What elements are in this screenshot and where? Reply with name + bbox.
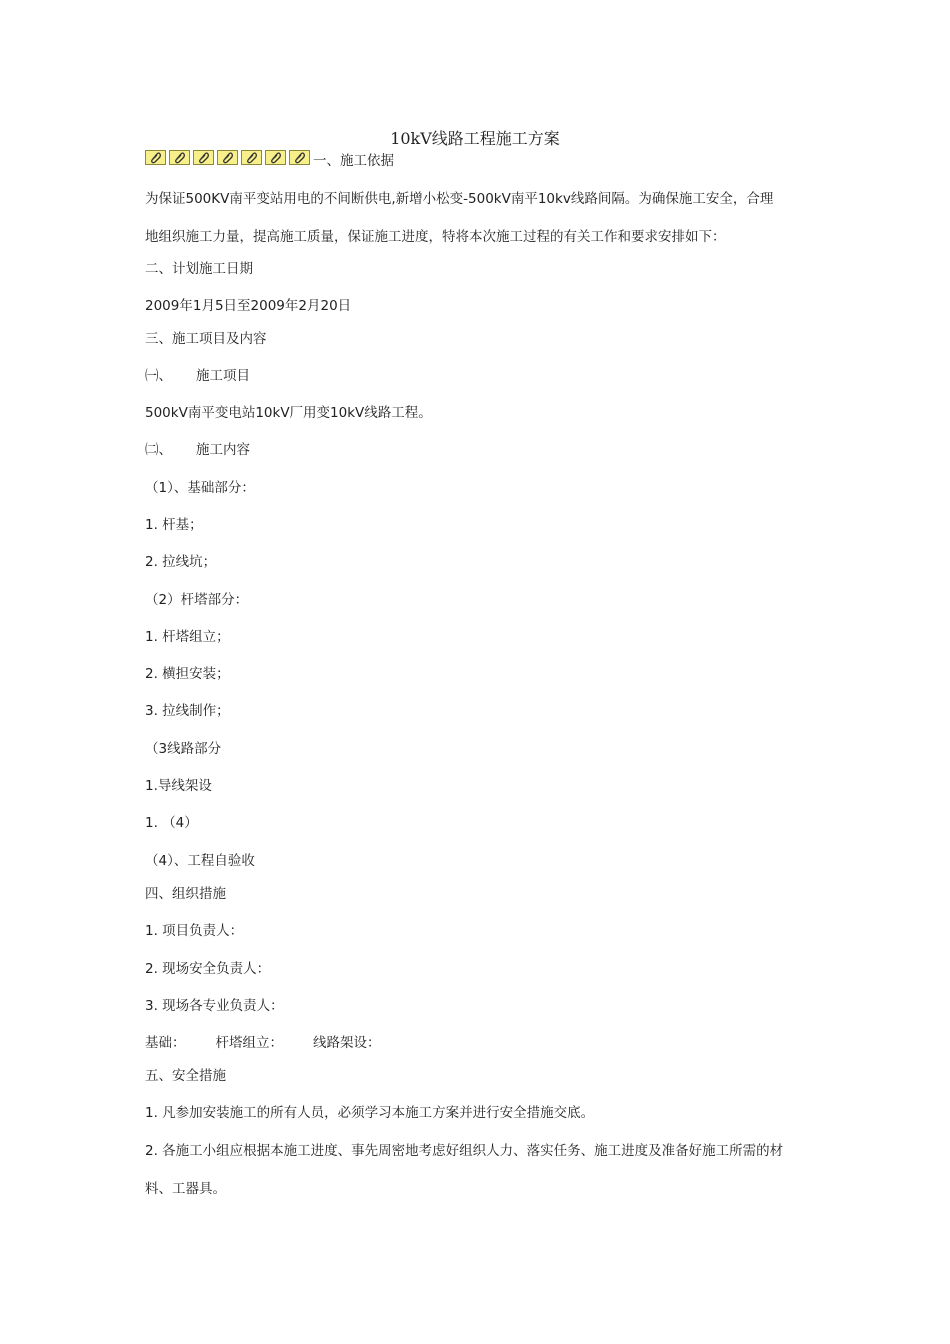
part3-item: 1.导线架设 [145,778,212,794]
section1-paragraph-line1: 为保证500KV南平变站用电的不间断供电,新增小松变-500kV南平10kv线路间隔。为确保施工安全，合理 [145,191,774,207]
part3-item: 1. （4） [145,815,198,831]
role-label: 基础： [145,1035,186,1051]
section1-heading: 一、施工依据 [313,153,394,169]
part2-item: 2. 横担安装； [145,666,230,682]
sub2-label: 施工内容 [196,442,250,458]
sub2-number: ㈡、 [145,442,172,458]
section4-item: 3. 现场各专业负责人： [145,998,284,1014]
section5-heading: 五、安全措施 [145,1068,226,1084]
sub1-label: 施工项目 [196,368,250,384]
section2-heading: 二、计划施工日期 [145,261,253,277]
project-description: 500kV南平变电站10kV厂用变10kV线路工程。 [145,405,432,421]
section1-paragraph-line2: 地组织施工力量，提高施工质量，保证施工进度，特将本次施工过程的有关工作和要求安排如下： [145,229,726,245]
part2-heading: （2）杆塔部分： [145,592,249,608]
part3-heading: （3线路部分 [145,741,222,757]
role-label: 线路架设： [313,1035,381,1051]
document-title: 10kV线路工程施工方案 [390,129,560,148]
part4-heading: （4）、工程自验收 [145,853,255,869]
section5-item1: 1. 凡参加安装施工的所有人员，必须学习本施工方案并进行安全措施交底。 [145,1105,595,1121]
section4-item: 1. 项目负责人： [145,923,244,939]
section2-dates: 2009年1月5日至2009年2月20日 [145,298,352,314]
paperclip-icon [145,150,166,165]
part1-item: 2. 拉线坑； [145,554,217,570]
paperclip-icon [169,150,190,165]
paperclip-icon [265,150,286,165]
section4-heading: 四、组织措施 [145,886,226,902]
section5-item2-line1: 2. 各施工小组应根据本施工进度、事先周密地考虑好组织人力、落实任务、施工进度及准备好施工所需的材 [145,1143,784,1159]
paperclip-icon [217,150,238,165]
part1-heading: （1）、基础部分： [145,480,255,496]
sub1-heading [145,367,250,385]
section3-heading: 三、施工项目及内容 [145,331,267,347]
sub2-heading [145,441,250,459]
icon-strip [145,148,313,166]
paperclip-icon [241,150,262,165]
section4-item: 2. 现场安全负责人： [145,961,271,977]
part1-item: 1. 杆基； [145,517,203,533]
section5-item2-line2: 料、工器具。 [145,1181,226,1197]
role-label: 杆塔组立： [215,1035,283,1051]
part2-item: 1. 杆塔组立； [145,629,230,645]
sub1-number: ㈠、 [145,368,172,384]
paperclip-icon [289,150,310,165]
paperclip-icon [193,150,214,165]
section4-roles [145,1034,381,1052]
part2-item: 3. 拉线制作； [145,703,230,719]
